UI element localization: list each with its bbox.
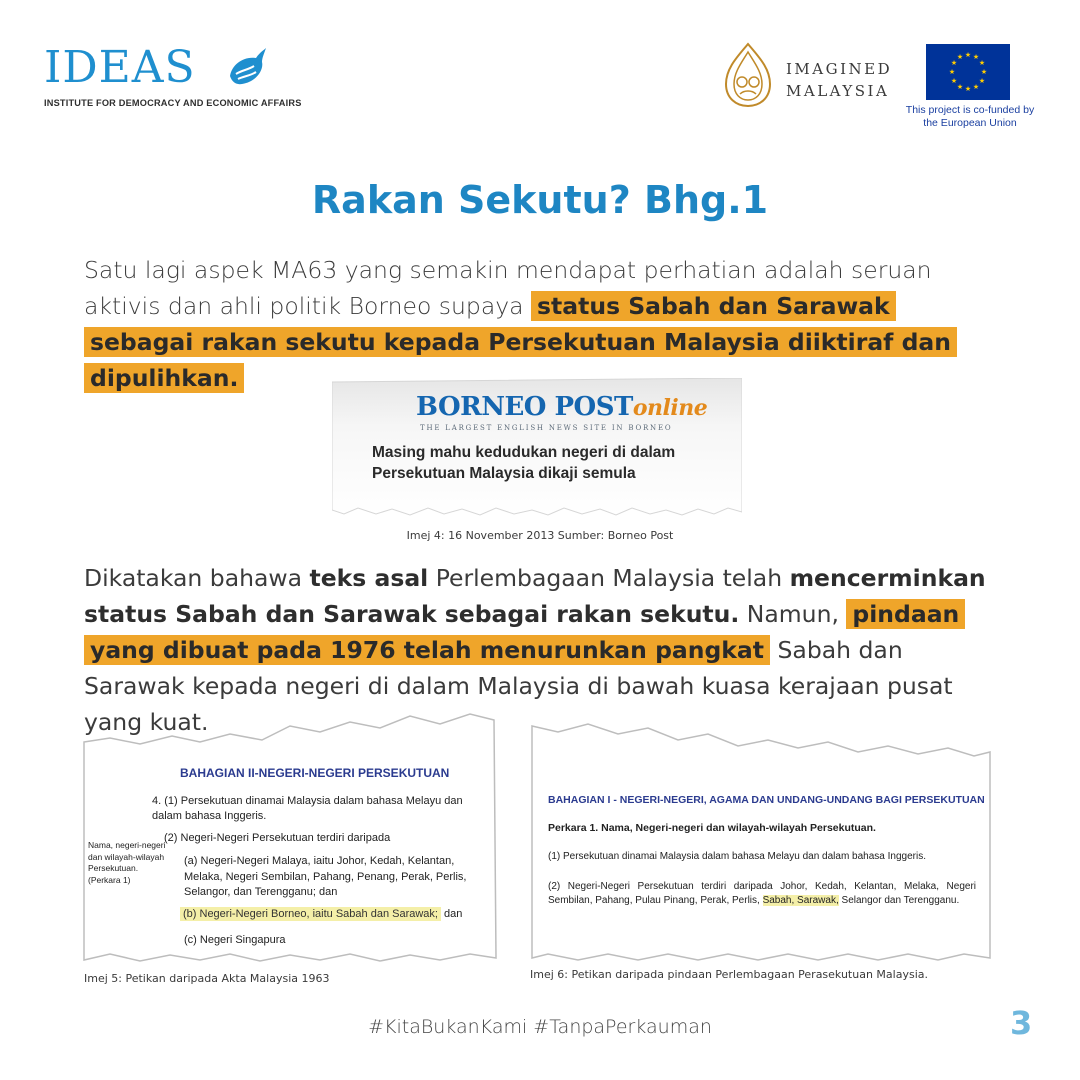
wayang-emblem-icon bbox=[720, 42, 776, 108]
eu-caption-line1: This project is co-funded by bbox=[905, 104, 1035, 116]
newspaper-clipping bbox=[332, 378, 742, 516]
ideas-subtitle: INSTITUTE FOR DEMOCRACY AND ECONOMIC AFFAIRS bbox=[44, 98, 302, 108]
svg-text:★: ★ bbox=[978, 77, 986, 85]
clause-2-text: (2) Negeri-Negeri Persekutuan terdiri daripada Johor, Kedah, Kelantan, Melaka, Negeri Sembilan, Pahang, Pulau Pinang, Perak, Perlis, bbox=[548, 881, 976, 906]
clause-2-highlight: Sabah, Sarawak, bbox=[762, 894, 839, 906]
act-1963-clipping bbox=[80, 708, 500, 964]
imagined-malaysia-logo bbox=[720, 42, 900, 112]
act-item-b-tail: dan bbox=[440, 908, 463, 920]
page-number: 3 bbox=[1010, 1004, 1033, 1042]
act-item-b-highlight: (b) Negeri-Negeri Borneo, iaitu Sabah dan Sarawak; bbox=[180, 907, 441, 921]
svg-text:★: ★ bbox=[956, 83, 964, 91]
clause-2-tail: Selangor dan Terengganu. bbox=[838, 894, 960, 906]
act-clause-1: 4. (1) Persekutuan dinamai Malaysia dalam bahasa Melayu dan dalam bahasa Inggeris. bbox=[152, 795, 463, 822]
constitution-clipping bbox=[528, 718, 994, 964]
act-item-b bbox=[180, 908, 462, 920]
bird-icon bbox=[222, 46, 268, 90]
svg-text:★: ★ bbox=[980, 68, 988, 76]
p2-text1: Dikatakan bahawa bbox=[84, 564, 310, 592]
svg-text:★: ★ bbox=[964, 85, 972, 93]
act-clause-2: (2) Negeri-Negeri Persekutuan terdiri daripada bbox=[164, 832, 391, 844]
intro-highlight: status Sabah dan Sarawak sebagai rakan sekutu kepada Persekutuan Malaysia diiktiraf dan dipulihkan. bbox=[84, 291, 957, 393]
clipping-headline: Masing mahu kedudukan negeri di dalam Persekutuan Malaysia dikaji semula bbox=[372, 444, 676, 482]
act-item-c: (c) Negeri Singapura bbox=[184, 934, 286, 946]
perkara-1-clause-1: (1) Persekutuan dinamai Malaysia dalam bahasa Melayu dan dalam bahasa Inggeris. bbox=[548, 851, 926, 862]
p2-text2: Perlembagaan Malaysia telah bbox=[428, 564, 790, 592]
act-item-a: (a) Negeri-Negeri Malaya, iaitu Johor, Kedah, Kelantan, Melaka, Negeri Sembilan, Pahang, Penang, Perak, Perlis, Selangor, dan Terengganu; dan bbox=[184, 855, 467, 898]
act-heading: BAHAGIAN II-NEGERI-NEGERI PERSEKUTUAN bbox=[180, 766, 450, 780]
p2-bold2: mencerminkan status Sabah dan Sarawak sebagai rakan sekutu. bbox=[84, 564, 986, 628]
page-title: Rakan Sekutu? Bhg.1 bbox=[311, 178, 769, 222]
borneo-post-wordmark: BORNEO POST bbox=[416, 392, 633, 422]
ideas-logo bbox=[44, 42, 302, 114]
svg-text:★: ★ bbox=[972, 83, 980, 91]
malaysia-text: MALAYSIA bbox=[786, 82, 890, 100]
image6-caption: Imej 6: Petikan daripada pindaan Perlembagaan Perasekutuan Malaysia. bbox=[530, 968, 928, 981]
svg-text:★: ★ bbox=[950, 59, 958, 67]
svg-text:★: ★ bbox=[972, 53, 980, 61]
borneo-post-logo bbox=[416, 392, 707, 422]
eu-flag-icon bbox=[926, 44, 1010, 100]
image5-caption: Imej 5: Petikan daripada Akta Malaysia 1963 bbox=[84, 972, 330, 985]
ideas-logo-text: IDEAS bbox=[44, 42, 196, 93]
image4-caption: Imej 4: 16 November 2013 Sumber: Borneo Post bbox=[406, 529, 674, 542]
p2-text4: Sabah dan Sarawak kepada negeri di dalam Malaysia di bawah kuasa kerajaan pusat yang kuat. bbox=[84, 636, 953, 736]
eu-caption-line2: the European Union bbox=[923, 117, 1017, 129]
p2-text3: Namun, bbox=[739, 600, 847, 628]
constitution-heading: BAHAGIAN I - NEGERI-NEGERI, AGAMA DAN UNDANG-UNDANG BAGI PERSEKUTUAN bbox=[548, 794, 985, 806]
borneo-post-online: online bbox=[632, 395, 708, 421]
imagined-text: IMAGINED bbox=[786, 60, 893, 78]
eu-funding-caption bbox=[890, 104, 1050, 130]
act-side-note: Nama, negeri-negeri dan wilayah-wilayah Persekutuan. (Perkara 1) bbox=[88, 840, 166, 885]
perkara-1-title: Perkara 1. Nama, Negeri-negeri dan wilayah-wilayah Persekutuan. bbox=[548, 822, 876, 834]
svg-text:★: ★ bbox=[948, 68, 956, 76]
perkara-1-clause-2 bbox=[548, 880, 976, 907]
p2-bold1: teks asal bbox=[309, 564, 429, 592]
svg-text:★: ★ bbox=[964, 51, 972, 59]
hashtags: #KitaBukanKami #TanpaPerkauman bbox=[368, 1016, 712, 1038]
intro-paragraph bbox=[84, 252, 996, 396]
intro-text: Satu lagi aspek MA63 yang semakin mendapat perhatian adalah seruan aktivis dan ahli politik Borneo supaya bbox=[84, 256, 932, 320]
p2-highlight: pindaan yang dibuat pada 1976 telah menurunkan pangkat bbox=[84, 599, 965, 665]
torn-paper-background bbox=[528, 718, 994, 964]
borneo-post-tagline: THE LARGEST ENGLISH NEWS SITE IN BORNEO bbox=[420, 424, 673, 432]
svg-text:★: ★ bbox=[978, 59, 986, 67]
svg-text:★: ★ bbox=[956, 53, 964, 61]
svg-text:★: ★ bbox=[950, 77, 958, 85]
